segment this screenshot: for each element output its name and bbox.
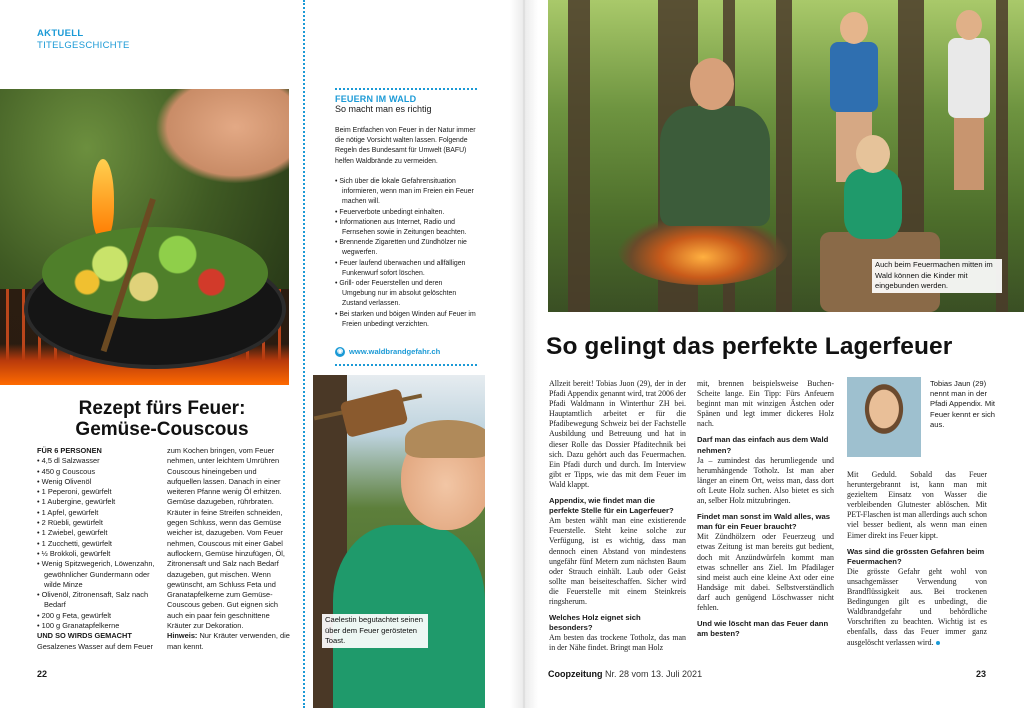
hair-shape xyxy=(405,420,485,458)
footer-brand: Coopzeitung xyxy=(548,669,603,679)
kid-shape xyxy=(838,135,908,245)
list-item: • 1 Peperoni, gewürfelt xyxy=(37,487,155,497)
recipe-title xyxy=(36,398,288,440)
portrait-caption: Tobias Jaun (29) nennt man in der Pfadi Appendix. Mit Feuer kennt er sich aus. xyxy=(930,379,996,429)
man-shape xyxy=(640,58,790,258)
end-mark-icon xyxy=(936,641,940,645)
page-gutter xyxy=(510,0,538,708)
article-column-1 xyxy=(549,379,686,653)
box-link-text[interactable]: www.waldbrandgefahr.ch xyxy=(349,347,441,356)
article-column-3 xyxy=(847,470,987,648)
answer: Am besten wählt man eine existierende Feuerstelle. Steht keine solche zur Verfügung, ist es wichtig, dass man dennoch einen Abstand von mindestens ungefähr fünf Metern zum nächsten Baum oder Strauch einhält. Laub oder Geäst sollte man beiseiteschaffen. Sicher wird die Feuerstelle mit einem Steinkreis ringsherum. xyxy=(549,516,686,606)
list-item: • 1 Apfel, gewürfelt xyxy=(37,508,155,518)
photo-boy-with-toast xyxy=(313,375,485,708)
caption-boy: Caelestin begutachtet seinen über dem Feuer gerösteten Toast. xyxy=(322,614,428,648)
list-item: • 200 g Feta, gewürfelt xyxy=(37,611,155,621)
vegetables-shape xyxy=(42,227,268,319)
answer: Ja – zumindest das herumliegende und herumhängende Totholz. Ist man aber länger an einem Ort, weiss man, dass dort oft Leute Holz suchen. Also bietet es sich an, selber Holz mitzubringen. xyxy=(697,455,834,506)
list-item: • Brennende Zigaretten und Zündhölzer nie wegwerfen. xyxy=(335,238,477,258)
list-item: • 4,5 dl Salzwasser xyxy=(37,456,155,466)
list-item: • Olivenöl, Zitronensaft, Salz nach Bedarf xyxy=(37,590,155,611)
list-item: • ½ Brokkoli, gewürfelt xyxy=(37,549,155,559)
column-divider xyxy=(303,0,305,708)
question: Welches Holz eignet sich besonders? xyxy=(549,613,641,633)
list-item: • 450 g Couscous xyxy=(37,467,155,477)
list-item: • 1 Aubergine, gewürfelt xyxy=(37,497,155,507)
box-title: FEUERN IM WALD xyxy=(335,94,417,104)
list-item: • 100 g Granatapfelkerne xyxy=(37,621,155,631)
box-link[interactable] xyxy=(335,347,440,357)
hint-text: Nur Kräuter verwenden, die man kennt. xyxy=(167,631,290,651)
method-text: zum Kochen bringen, vom Feuer nehmen, unter leichtem Umrühren Couscous hineingeben und aufquellen lassen. Danach in einer weiteren Pfanne wenig Öl erhitzen. Gemüse dazugeben, rührbraten. Kräuter in feine Streifen schneiden, gegen Schluss, wenn das Gemüse weicher ist, dazugeben. Vom Feuer nehmen, Couscous mit einer Gabel auflockern, Gemüse hinzufügen, Öl, Zitronensaft und Salz nach Bedarf dazugeben, gut mischen. Wenn gewünscht, am Schluss Feta und Granatapfelkerne zum Gemüse-Couscous geben. Gut eignen sich auch ein paar fein geschnittene Kräuter zur Dekoration. xyxy=(167,446,285,631)
section-label-main: AKTUELL xyxy=(37,28,84,39)
box-top-rule xyxy=(335,88,477,90)
photo-pan-over-fire xyxy=(0,89,289,385)
footer-issue xyxy=(548,669,702,679)
method-start: Gesalzenes Wasser auf dem Feuer xyxy=(37,641,153,651)
list-item: • 1 Zwiebel, gewürfelt xyxy=(37,528,155,538)
recipe-title-line2: Gemüse-Couscous xyxy=(75,419,249,440)
box-intro: Beim Entfachen von Feuer in der Natur immer die nötige Vorsicht walten lassen. Folgende Regeln des Bundesamt für Umwelt (BAFU) helfen Waldbrände zu vermeiden. xyxy=(335,127,476,165)
article-intro: Allzeit bereit! Tobias Juon (29), der in der Pfadi Appendix genannt wird, trat 2006 der Pfadi Waldmann in Winterthur ZH bei. Hauptamtlich arbeitet er für die Pfadibewegung Schweiz bei der Fachstelle Ausbildung und Betreuung und hat in dieser Rolle das Dossier Pfaditechnik bei sich. Dazu gehört auch das Feuermachen. Ein Pfadi durch und durch. Im Interview gibt er Tipps, wie das mit dem Feuer im Wald klappt. xyxy=(549,379,686,489)
recipe-method xyxy=(167,446,291,652)
answer: Am besten das trockene Totholz, das man in der Nähe findet. Bringt man Holz xyxy=(549,633,686,653)
list-item: • Feuer laufend überwachen und allfälligen Funkenwurf sofort löschen. xyxy=(335,259,477,279)
list-item: • Sich über die lokale Gefahrensituation informieren, wenn man im Freien ein Feuer machen will. xyxy=(335,177,477,208)
list-item: • Wenig Olivenöl xyxy=(37,477,155,487)
list-item: • 2 Rüebli, gewürfelt xyxy=(37,518,155,528)
answer: mit, brennen beispielsweise Buchen-Scheite lange. Ein Tipp: Fürs Anfeuern beginnt man mit winzigen Ästchen oder Spänen und legt immer dickeres Holz nach. xyxy=(697,379,834,429)
page-number-left: 22 xyxy=(37,669,48,679)
tree-trunk xyxy=(568,0,590,312)
teen-shape xyxy=(946,10,992,190)
hint-label: Hinweis: xyxy=(167,631,198,641)
question: Appendix, wie findet man die perfekte Stelle für ein Lagerfeuer? xyxy=(549,496,674,516)
caption-forest: Auch beim Feuermachen mitten im Wald können die Kinder mit eingebunden werden. xyxy=(872,259,1002,293)
box-bottom-rule xyxy=(335,364,477,366)
list-item: • 1 Zucchetti, gewürfelt xyxy=(37,539,155,549)
section-label-sub: TITELGESCHICHTE xyxy=(37,40,130,51)
box-rules-list xyxy=(335,177,477,330)
list-item: • Bei starken und böigen Winden auf Feuer im Freien unbedingt verzichten. xyxy=(335,310,477,330)
question: Darf man das einfach aus dem Wald nehmen? xyxy=(697,435,829,455)
toast-shape xyxy=(340,388,409,438)
portrait-photo xyxy=(847,377,921,457)
list-item: • Feuerverbote unbedingt einhalten. xyxy=(335,208,477,218)
question: Was sind die grössten Gefahren beim Feuermachen? xyxy=(847,546,985,566)
recipe-ingredients xyxy=(37,446,155,652)
globe-icon: ◉ xyxy=(336,348,344,355)
recipe-title-line1: Rezept fürs Feuer: xyxy=(78,398,246,419)
question: Findet man sonst im Wald alles, was man für ein Feuer braucht? xyxy=(697,512,830,532)
servings: FÜR 6 PERSONEN xyxy=(37,446,102,455)
photo-forest-campfire xyxy=(548,0,1024,312)
list-item: • Wenig Spitzwegerich, Löwenzahn, gewöhnlicher Gundermann oder wilde Minze xyxy=(37,559,155,590)
list-item: • Informationen aus Internet, Radio und Fernsehen sowie in Zeitungen beachten. xyxy=(335,218,477,238)
box-subtitle: So macht man es richtig xyxy=(335,104,432,114)
page-number-right: 23 xyxy=(976,669,987,679)
list-item: • Grill- oder Feuerstellen und deren Umgebung nur im absolut gelöschten Zustand verlassen. xyxy=(335,279,477,310)
answer: Mit Geduld. Sobald das Feuer heruntergebrannt ist, kann man mit gezieltem Einsatz von Wasser die verbleibenden Glutnester ablöschen. Mit PET-Flaschen ist man allerdings auch schon viel besser bedient, als wenn man einen Eimer direkt ins Feuer kippt. xyxy=(847,470,987,540)
article-column-2 xyxy=(697,379,834,639)
flame-shape xyxy=(92,159,114,239)
answer: Die grösste Gefahr geht wohl von unsachgemässer Verwendung von Brandflüssigkeit aus. Bei trockenen Bedingungen gilt es unbedingt, die Waldbrandgefahr und behördliche Vorschriften zu beachten. Wichtig ist es ebenfalls, dass das Feuer immer ganz ausgelöscht verlassen wird. xyxy=(847,566,987,647)
recipe-hint xyxy=(167,631,291,652)
answer: Mit Zündhölzern oder Feuerzeug und etwas Zeitung ist man bereits gut bedient, doch mit Anzündwürfeln kommt man etwas schneller ans Ziel. Im Pfadilager sind meist auch eine kleine Axt oder eine Handsäge mit dabei. Selbstverständlich darf auch genügend Löschwasser nicht fehlen. xyxy=(697,532,834,612)
footer-issue-text: Nr. 28 vom 13. Juli 2021 xyxy=(605,669,703,679)
hand-shape xyxy=(155,89,289,184)
method-heading: UND SO WIRDS GEMACHT xyxy=(37,631,132,641)
section-label xyxy=(37,28,130,52)
question: Und wie löscht man das Feuer dann am besten? xyxy=(697,619,829,639)
ingredients-list xyxy=(37,456,155,631)
article-headline: So gelingt das perfekte Lagerfeuer xyxy=(546,333,953,360)
